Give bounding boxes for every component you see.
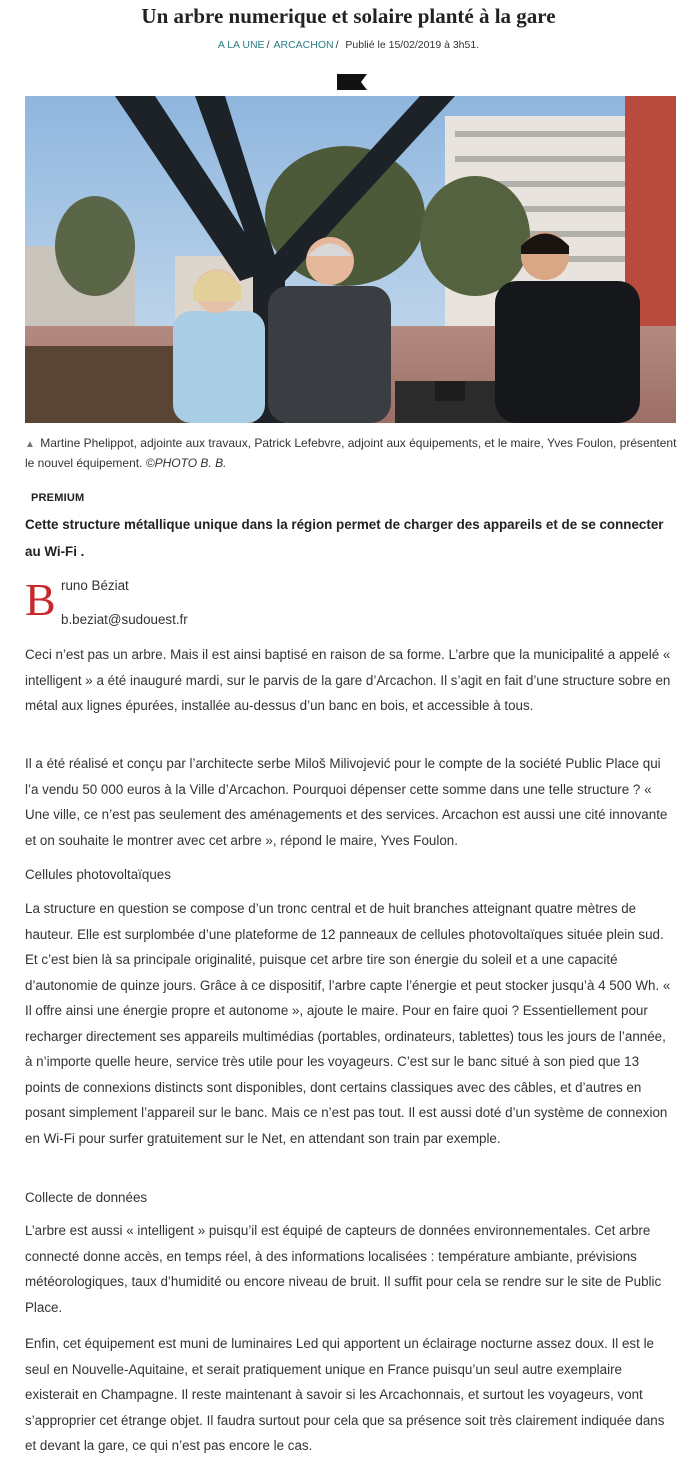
caption-text: Martine Phelippot, adjointe aux travaux, Patrick Lefebvre, adjoint aux équipements, et le maire, Yves Foulon, présentent le nouvel équipement. (25, 436, 677, 470)
paragraph-3: La structure en question se compose d’un tronc central et de huit branches atteignant quatre mètres de hauteur. Elle est surplombée d’une plateforme de 12 panneaux de cellules photovoltaïques située plein sud. Et c’est bien là sa principale originalité, puisque cet arbre tire son énergie du soleil et a une capacité d’autonomie de quinze jours. Grâce à ce dispositif, l’arbre capte l’énergie et peut stocker jusqu’à 4 500 Wh. « Il offre ainsi une énergie propre et autonome », ajoute le maire. Pour en faire quoi ? Essentiellement pour recharger directement ses appareils multimédias (portables, ordinateurs, tablettes) tous les jours de l’année, à n’importe quelle heure, service très utile pour les voyageurs. C’est sur le banc situé à son pied que 13 points de connexions distincts sont disponibles, dont certains classiques avec des câbles, et d’autres en posant simplement l’appareil sur le banc. Mais ce n’est pas tout. Il est aussi doté d’un système de connexion en Wi-Fi pour surfer gratuitement sur le Net, en attendant son train par exemple. (25, 901, 671, 1146)
author-email[interactable]: b.beziat@sudouest.fr (61, 612, 188, 627)
author-name: runo Béziat (61, 578, 129, 593)
paragraph-4: L’arbre est aussi « intelligent » puisqu’il est équipé de capteurs de données environnementales. Cet arbre connecté donne accès, en temps réel, à des informations localisées : température ambiante, prévisions météorologiques, taux d’humidité ou encore niveau de bruit. Il suffit pour cela se rendre sur le site de Public Place. (25, 1223, 662, 1315)
article-meta: A LA UNE / ARCACHON / Publié le 15/02/2019 à 3h51. (217, 39, 480, 51)
bookmark-icon[interactable] (337, 74, 367, 90)
author-dropcap: B (25, 574, 56, 625)
subhead-collecte: Collecte de données (25, 1190, 148, 1205)
photo-illustration (25, 96, 676, 423)
published-date: Publié le 15/02/2019 à 3h51. (345, 39, 480, 51)
subhead-cellules: Cellules photovoltaïques (25, 867, 171, 882)
paragraph-2: Il a été réalisé et conçu par l’architecte serbe Miloš Milivojević pour le compte de la société Public Place qui l’a vendu 50 000 euros à la Ville d’Arcachon. Pourquoi dépenser cette somme dans une telle structure ? « Une ville, ce n’est pas seulement des aménagements et des services. Arcachon est aussi une cité innovante et on souhaite le montrer avec cet arbre », répond le maire, Yves Foulon. (25, 756, 668, 848)
paragraph-1: Ceci n’est pas un arbre. Mais il est ainsi baptisé en raison de sa forme. L’arbre que la municipalité a appelé « intelligent » a été inauguré mardi, sur le parvis de la gare d’Arcachon. Il s’agit en fait d’une structure sobre en métal aux lignes épurées, installée au-dessus d’un banc en bois, et accessible à tous. (25, 647, 671, 713)
article-lead: Cette structure métallique unique dans la région permet de charger des appareils et de se connecter au Wi-Fi . (25, 517, 664, 559)
paragraph-5: Enfin, cet équipement est muni de luminaires Led qui apportent un éclairage nocturne assez doux. Il est le seul en Nouvelle-Aquitaine, et serait pratiquement unique en France puisqu’un seul autre exemplaire existerait en Champagne. Il reste maintenant à savoir si les Arcachonnais, et surtout les voyageurs, vont s’approprier cet étrange objet. Il faudra surtout pour cela que sa présence soit très clairement indiquée dans et devant la gare, ce qui n’est pas encore le cas. (25, 1336, 665, 1453)
article-photo (25, 96, 676, 423)
article-title: Un arbre numerique et solaire planté à la gare (141, 4, 556, 28)
caption-arrow-icon: ▲ (25, 439, 35, 450)
breadcrumb-a-la-une[interactable]: A LA UNE (217, 39, 265, 51)
caption-credit: ©PHOTO B. B. (145, 456, 227, 470)
breadcrumb-arcachon[interactable]: ARCACHON (273, 39, 334, 51)
photo-caption (25, 434, 677, 473)
premium-badge: PREMIUM (31, 492, 85, 504)
